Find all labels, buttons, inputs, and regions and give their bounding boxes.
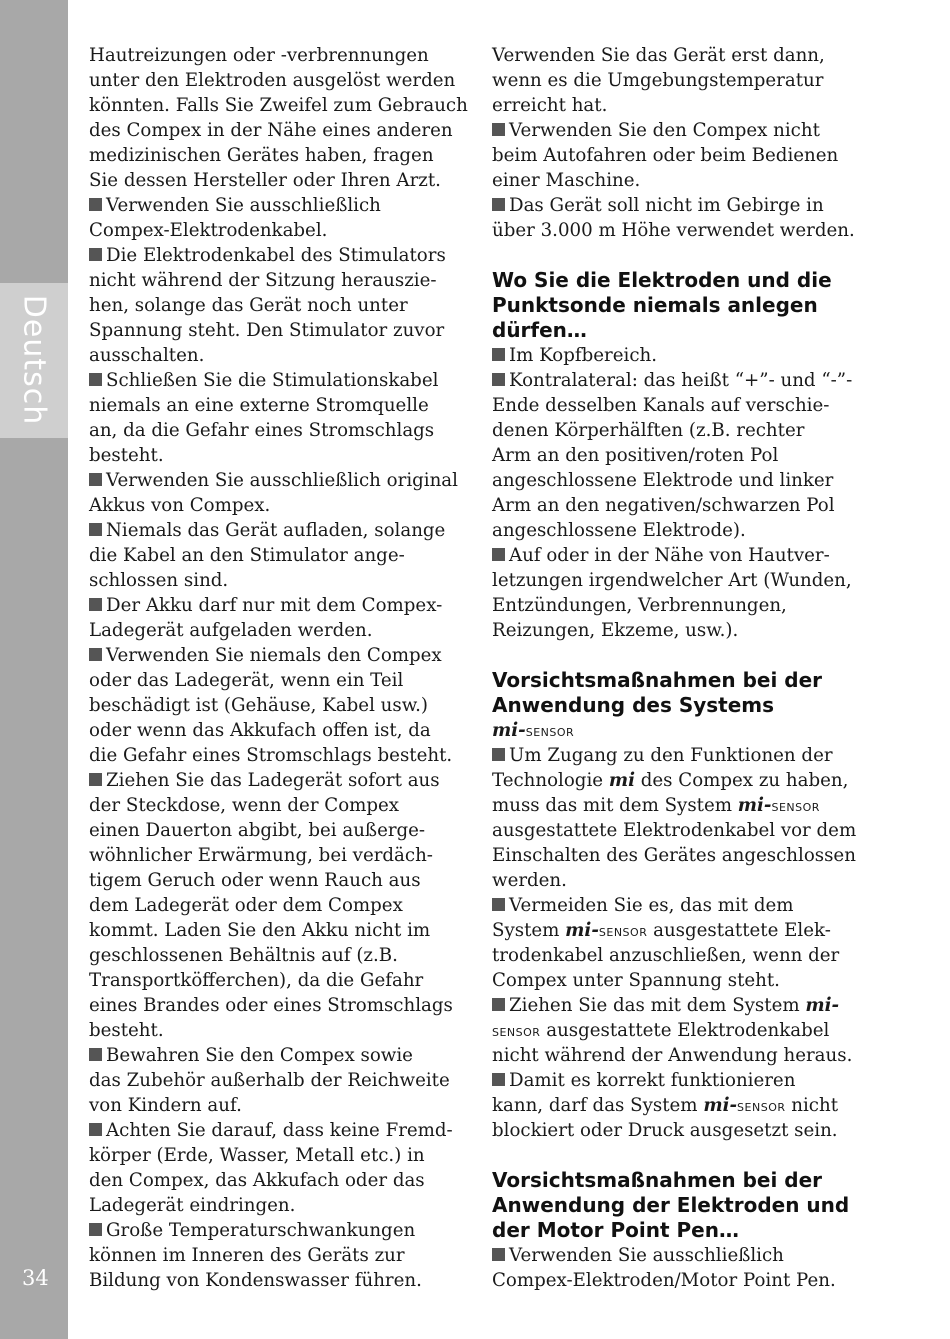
page-number: 34 [22,1266,49,1290]
mi-logo-text: mi [703,1095,730,1116]
text-span: muss das mit dem System [492,795,738,816]
text-line [89,243,469,268]
text-span: Compex unter Spannung steht. [492,970,780,991]
text-line [89,443,469,468]
square-bullet-icon [492,998,505,1011]
text-line [492,518,880,543]
square-bullet-icon [492,198,505,211]
text-span: Verwenden Sie ausschließlich [106,195,381,216]
text-span: wöhnlicher Erwärmung, bei verdäch- [89,845,433,866]
text-line [89,168,469,193]
text-line [89,668,469,693]
text-line [89,1093,469,1118]
text-line [89,1143,469,1168]
text-span: von Kindern auf. [89,1095,242,1116]
text-line [89,568,469,593]
text-span: können im Inneren des Geräts zur [89,1245,405,1266]
text-line [89,768,469,793]
text-line [492,1018,880,1043]
text-span: des Compex in der Nähe eines anderen [89,120,453,141]
section-heading-line [492,293,880,318]
text-line [492,93,880,118]
text-span: das Zubehör außerhalb der Reichweite [89,1070,450,1091]
text-line [89,1043,469,1068]
text-line [89,143,469,168]
text-line [89,1068,469,1093]
section-heading-line [492,1218,880,1243]
text-line [89,1118,469,1143]
text-line [492,918,880,943]
text-line [492,118,880,143]
text-span: besteht. [89,445,164,466]
text-span: Vermeiden Sie es, das mit dem [509,895,794,916]
text-span: blockiert oder Druck ausgesetzt sein. [492,1120,838,1141]
text-span: Der Akku darf nur mit dem Compex- [106,595,443,616]
text-span: angeschlossene Elektrode und linker [492,470,834,491]
square-bullet-icon [89,248,102,261]
text-span: Verwenden Sie das Gerät erst dann, [492,45,825,66]
mi-logo-text: - [729,1095,738,1116]
text-line [89,643,469,668]
text-line [89,1268,469,1293]
text-span: eines Brandes oder eines Stromschlags [89,995,453,1016]
text-line [492,718,880,743]
text-line [492,143,880,168]
text-span: ausgestattete Elektrodenkabel [540,1020,830,1041]
text-line [89,43,469,68]
section-heading-line [492,268,880,293]
text-line [492,893,880,918]
square-bullet-icon [492,348,505,361]
text-span: dem Ladegerät oder dem Compex [89,895,403,916]
square-bullet-icon [492,748,505,761]
text-span: unter den Elektroden ausgelöst werden [89,70,456,91]
text-span: letzungen irgendwelcher Art (Wunden, [492,570,852,591]
text-span: besteht. [89,1020,164,1041]
text-line [492,368,880,393]
text-span: Verwenden Sie ausschließlich [509,1245,784,1266]
text-line [492,968,880,993]
text-span: medizinischen Gerätes haben, fragen [89,145,434,166]
text-span: angeschlossene Elektrode). [492,520,746,541]
text-span: an, da die Gefahr eines Stromschlags [89,420,435,441]
text-span: körper (Erde, Wasser, Metall etc.) in [89,1145,425,1166]
text-span: nicht während der Anwendung heraus. [492,1045,853,1066]
text-line [89,293,469,318]
text-span: Transportköfferchen), da die Gefahr [89,970,424,991]
text-span: Einschalten des Gerätes angeschlossen [492,845,856,866]
square-bullet-icon [89,523,102,536]
text-span: nicht während der Sitzung herauszie- [89,270,437,291]
square-bullet-icon [492,123,505,136]
square-bullet-icon [89,1123,102,1136]
text-line [492,443,880,468]
text-line [89,193,469,218]
section-heading-line [492,668,880,693]
text-line [492,543,880,568]
text-span: einen Dauerton abgibt, bei außerge- [89,820,426,841]
text-line [89,468,469,493]
text-line [492,843,880,868]
text-span: nicht [785,1095,839,1116]
text-line [89,93,469,118]
text-span: Niemals das Gerät aufladen, solange [106,520,446,541]
square-bullet-icon [89,473,102,486]
text-span: Verwenden Sie niemals den Compex [106,645,442,666]
text-line [89,1193,469,1218]
section-heading-line [492,1168,880,1193]
language-tab-label: Deutsch [16,294,52,426]
text-line [89,418,469,443]
text-line [492,868,880,893]
text-span: Verwenden Sie den Compex nicht [509,120,820,141]
square-bullet-icon [89,373,102,386]
text-line [89,618,469,643]
square-bullet-icon [492,548,505,561]
text-line [492,468,880,493]
text-line [89,968,469,993]
text-line [89,1243,469,1268]
text-line [492,168,880,193]
sidebar-strip [0,0,68,1339]
text-line [89,593,469,618]
square-bullet-icon [492,898,505,911]
text-span: Bewahren Sie den Compex sowie [106,1045,413,1066]
text-span: Ziehen Sie das mit dem System [509,995,806,1016]
text-span: kommt. Laden Sie den Akku nicht im [89,920,431,941]
text-line [89,868,469,893]
text-span: trodenkabel anzuschließen, wenn der [492,945,840,966]
text-span: Schließen Sie die Stimulationskabel [106,370,439,391]
right-text-column [492,43,880,1293]
mi-logo-text: mi [805,995,832,1016]
text-span: Große Temperaturschwankungen [106,1220,416,1241]
text-span: ausschalten. [89,345,205,366]
text-span: erreicht hat. [492,95,608,116]
text-line [89,218,469,243]
text-line [492,493,880,518]
text-span: denen Körperhälften (z.B. rechter [492,420,805,441]
text-span: den Compex, das Akkufach oder das [89,1170,425,1191]
text-line [89,1168,469,1193]
mi-logo-text: mi [492,720,519,741]
text-span: Compex-Elektroden/Motor Point Pen. [492,1270,836,1291]
section-heading-line [492,318,880,343]
text-span: Akkus von Compex. [89,495,271,516]
text-line [492,568,880,593]
text-span: tigem Geruch oder wenn Rauch aus [89,870,421,891]
text-span: Compex-Elektrodenkabel. [89,220,328,241]
text-span: Technologie [492,770,609,791]
text-span: Hautreizungen oder -verbrennungen [89,45,429,66]
text-line [492,1243,880,1268]
text-span: Achten Sie darauf, dass keine Fremd- [106,1120,453,1141]
text-span: Arm an den negativen/schwarzen Pol [492,495,835,516]
text-line [492,1043,880,1068]
mi-logo-text: mi [565,920,592,941]
text-line [492,43,880,68]
text-line [89,918,469,943]
square-bullet-icon [89,598,102,611]
text-line [89,493,469,518]
sensor-logo-text: SENSOR [737,1101,786,1114]
text-span: Sie dessen Hersteller oder Ihren Arzt. [89,170,441,191]
text-line [89,318,469,343]
text-span: könnten. Falls Sie Zweifel zum Gebrauch [89,95,468,116]
text-span: Anwendung der Elektroden und [492,1193,850,1217]
text-line [89,343,469,368]
text-line [492,768,880,793]
paragraph-gap [492,1143,880,1168]
text-line [89,368,469,393]
text-span: Entzündungen, Verbrennungen, [492,595,787,616]
text-line [492,1068,880,1093]
text-line [89,793,469,818]
text-span: ausgestattete Elek- [647,920,831,941]
text-span: geschlossenen Behältnis auf (z.B. [89,945,398,966]
text-line [89,68,469,93]
mi-logo-text: - [518,720,526,741]
text-line [492,593,880,618]
square-bullet-icon [89,1223,102,1236]
text-span: hen, solange das Gerät noch unter [89,295,408,316]
paragraph-gap [492,643,880,668]
text-line [89,518,469,543]
text-span: Auf oder in der Nähe von Hautver- [509,545,830,566]
text-line [492,193,880,218]
text-line [492,343,880,368]
text-span: die Kabel an den Stimulator ange- [89,545,405,566]
text-line [89,268,469,293]
text-line [492,1268,880,1293]
sensor-logo-text: SENSOR [598,926,648,939]
text-span: kann, darf das System [492,1095,704,1116]
section-heading-line [492,1193,880,1218]
text-span: dürfen… [492,318,587,342]
text-span: System [492,920,566,941]
text-span: Spannung steht. Den Stimulator zuvor [89,320,445,341]
sensor-logo-text: SENSOR [492,1026,541,1039]
text-span: über 3.000 m Höhe verwendet werden. [492,220,855,241]
text-span: der Steckdose, wenn der Compex [89,795,400,816]
text-span: die Gefahr eines Stromschlags besteht. [89,745,453,766]
text-span: Arm an den positiven/roten Pol [492,445,779,466]
text-span: Vorsichtsmaßnahmen bei der [492,668,823,692]
text-line [492,943,880,968]
text-line [89,118,469,143]
text-line [492,618,880,643]
text-line [89,993,469,1018]
paragraph-gap [492,243,880,268]
text-span: Ladegerät aufgeladen werden. [89,620,373,641]
text-span: Bildung von Kondenswasser führen. [89,1270,422,1291]
text-span: Ladegerät eindringen. [89,1195,296,1216]
text-span: Anwendung des Systems [492,693,775,717]
mi-logo-text: - [591,920,599,941]
text-span: Wo Sie die Elektroden und die [492,268,832,292]
text-span: Punktsonde niemals anlegen [492,293,818,317]
text-line [89,718,469,743]
mi-logo-text: - [831,995,840,1016]
text-line [492,818,880,843]
text-line [89,893,469,918]
text-line [89,1218,469,1243]
text-line [492,1093,880,1118]
text-line [492,743,880,768]
square-bullet-icon [89,648,102,661]
text-span: Damit es korrekt funktionieren [509,1070,796,1091]
square-bullet-icon [492,1248,505,1261]
text-span: Die Elektrodenkabel des Stimulators [106,245,446,266]
text-line [492,993,880,1018]
text-line [492,218,880,243]
sensor-logo-text: SENSOR [771,801,820,814]
text-span: Im Kopfbereich. [509,345,657,366]
square-bullet-icon [492,373,505,386]
text-line [492,68,880,93]
square-bullet-icon [89,773,102,786]
text-span: ausgestattete Elektrodenkabel vor dem [492,820,857,841]
square-bullet-icon [89,198,102,211]
mi-logo-text: mi [608,770,635,791]
text-line [492,393,880,418]
text-span: Vorsichtsmaßnahmen bei der [492,1168,823,1192]
text-span: Das Gerät soll nicht im Gebirge in [509,195,824,216]
text-line [89,843,469,868]
text-span: schlossen sind. [89,570,229,591]
text-span: Reizungen, Ekzeme, usw.). [492,620,739,641]
text-span: beim Autofahren oder beim Bedienen [492,145,839,166]
text-line [492,418,880,443]
text-line [89,543,469,568]
sensor-logo-text: SENSOR [525,726,575,739]
text-span: Kontralateral: das heißt “+”- und “-”- [509,370,853,391]
text-span: oder das Ladegerät, wenn ein Teil [89,670,404,691]
square-bullet-icon [492,1073,505,1086]
left-text-column [89,43,469,1293]
text-span: Ende desselben Kanals auf verschie- [492,395,830,416]
text-line [89,393,469,418]
text-span: niemals an eine externe Stromquelle [89,395,429,416]
text-line [89,743,469,768]
text-span: Ziehen Sie das Ladegerät sofort aus [106,770,440,791]
text-span: oder wenn das Akkufach offen ist, da [89,720,431,741]
text-line [492,1118,880,1143]
text-span: Um Zugang zu den Funktionen der [509,745,833,766]
section-heading-line [492,693,880,718]
text-line [89,1018,469,1043]
text-span: wenn es die Umgebungstemperatur [492,70,824,91]
text-line [89,943,469,968]
text-span: beschädigt ist (Gehäuse, Kabel usw.) [89,695,428,716]
text-span: der Motor Point Pen… [492,1218,739,1242]
square-bullet-icon [89,1048,102,1061]
text-span: werden. [492,870,567,891]
text-line [89,693,469,718]
text-line [89,818,469,843]
text-span: einer Maschine. [492,170,641,191]
text-line [492,793,880,818]
mi-logo-text: mi [737,795,764,816]
mi-logo-text: - [763,795,772,816]
text-span: Verwenden Sie ausschließlich original [106,470,458,491]
text-span: des Compex zu haben, [634,770,849,791]
